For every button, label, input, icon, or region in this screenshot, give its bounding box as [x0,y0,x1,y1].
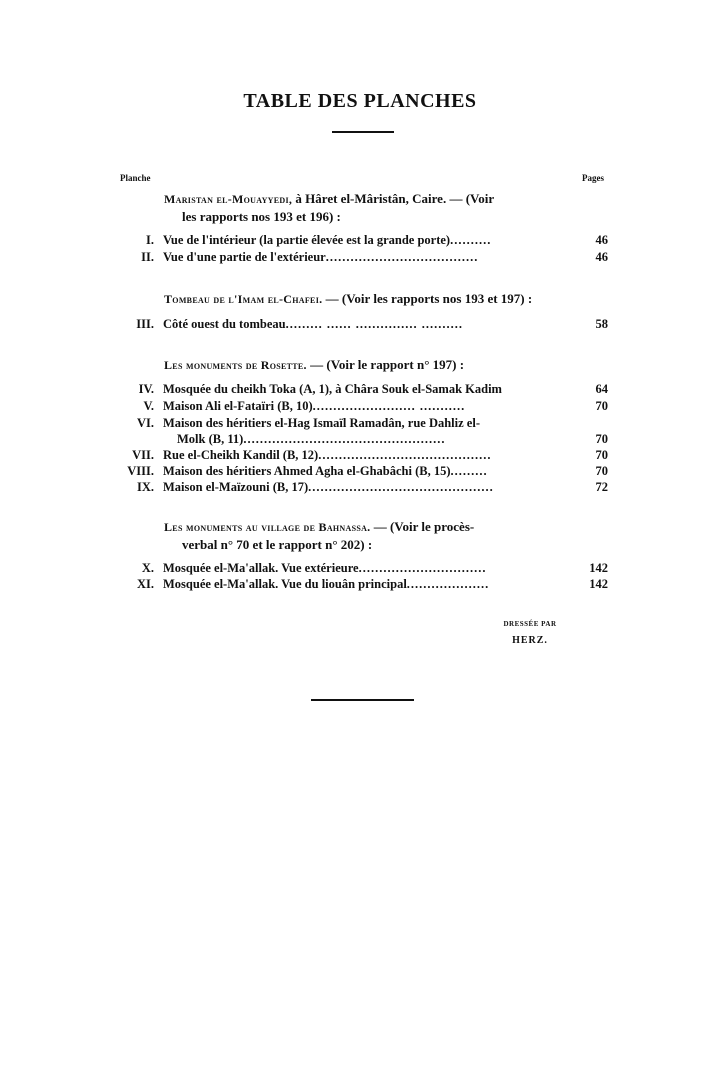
plate-number: VII. [132,448,154,462]
plate-number: V. [143,399,154,413]
plate-title-text: Côté ouest du tombeau [163,317,286,331]
section-heading-title: Les monuments de Rosette. [164,358,307,372]
plate-title [163,463,575,480]
plate-title-text: Vue d'une partie de l'extérieur [163,250,326,264]
plate-title [163,398,575,415]
signature-name: HERZ. [512,635,548,646]
page-number: 46 [595,233,608,247]
section-heading [164,190,584,226]
page-number: 72 [595,480,608,494]
plate-title-text: Vue de l'intérieur (la partie élevée est la grande porte) [163,233,451,247]
plate-number: X. [141,561,154,575]
table-row [110,249,610,266]
signature-label: DRESSÉE PAR [503,620,557,628]
pages-column-header: Pages [582,173,604,183]
plate-title [163,249,575,266]
dot-leaders: ............................... [358,561,487,575]
section-heading-title: Tombeau de l'Imam el-Chafei. [164,292,323,306]
section-heading [164,518,584,554]
section-heading-rest: — (Voir le procès- [370,519,475,534]
plate-title [177,431,589,448]
section-heading-title: Maristan el-Mouayyedi, [164,192,293,206]
dot-leaders: ......... ...... ............... .......... [285,317,463,331]
section-heading-title: Les monuments au village de Bahnassa. [164,520,371,534]
table-row [110,381,610,398]
plate-title-text: Mosquée el-Ma'allak. Vue du liouân principal [163,577,407,591]
table-row [110,398,610,415]
plate-number: II. [141,250,154,264]
table-row [110,479,610,496]
title-rule [332,131,394,133]
table-row [110,560,610,577]
plate-title [163,232,575,249]
table-row [110,316,610,333]
dot-leaders: ............................................. [308,480,494,494]
table-row [110,463,610,480]
plate-title-text: Mosquée el-Ma'allak. Vue extérieure [163,561,359,575]
plate-number: IX. [136,480,154,494]
plate-number: VIII. [127,464,154,478]
dot-leaders: .......... [450,233,492,247]
plate-title [163,415,575,432]
plate-title-text: Maison des héritiers el-Hag Ismaïl Ramadân, rue Dahliz el- [163,416,480,430]
page-number: 142 [589,577,608,591]
plate-number: III. [136,317,154,331]
dot-leaders: .................... [406,577,490,591]
dot-leaders: ................................................. [243,432,446,446]
plate-title-text: Mosquée du cheikh Toka (A, 1), à Châra Souk el-Samak Kadim [163,382,502,396]
page-number: 58 [595,317,608,331]
section-heading-rest: — (Voir le rapport n° 197) : [306,357,465,372]
section-heading-continued: verbal n° 70 et le rapport n° 202) : [182,537,373,552]
plate-title-text: Maison Ali el-Fataïri (B, 10) [163,399,313,413]
planche-column-header: Planche [120,173,151,183]
plate-title [163,479,575,496]
table-row [110,431,610,448]
page-number: 142 [589,561,608,575]
plate-title-text: Maison el-Maïzouni (B, 17) [163,480,309,494]
plate-title [163,381,575,398]
table-row [110,576,610,593]
page-number: 64 [595,382,608,396]
page-title: TABLE DES PLANCHES [243,90,477,112]
page-number: 70 [595,464,608,478]
section-heading [164,356,584,374]
page-number: 70 [595,432,608,446]
plate-number: XI. [136,577,154,591]
section-heading [164,290,584,308]
plate-number: I. [146,233,154,247]
page-number: 46 [595,250,608,264]
plate-number: VI. [136,416,154,430]
table-row [110,232,610,249]
closing-rule [311,699,414,701]
plate-title [163,447,575,464]
page-number: 70 [595,448,608,462]
plate-title [163,316,575,333]
section-heading-rest: — (Voir les rapports nos 193 et 197) : [322,291,533,306]
plate-title-text: Rue el-Cheikh Kandil (B, 12) [163,448,319,462]
table-row [110,447,610,464]
dot-leaders: ......................... ........... [312,399,466,413]
plate-title [163,560,575,577]
page-number: 70 [595,399,608,413]
plate-title [163,576,575,593]
section-heading-rest: à Hâret el-Mâristân, Caire. — (Voir [292,191,495,206]
plate-title-text: Maison des héritiers Ahmed Agha el-Ghabâchi (B, 15) [163,464,451,478]
plate-title-text: Molk (B, 11) [177,432,244,446]
plate-number: IV. [138,382,154,396]
section-heading-continued: les rapports nos 193 et 196) : [182,209,341,224]
dot-leaders: ..................................... [325,250,479,264]
dot-leaders: ......... [450,464,488,478]
dot-leaders: .......................................... [318,448,492,462]
table-row [110,415,610,432]
